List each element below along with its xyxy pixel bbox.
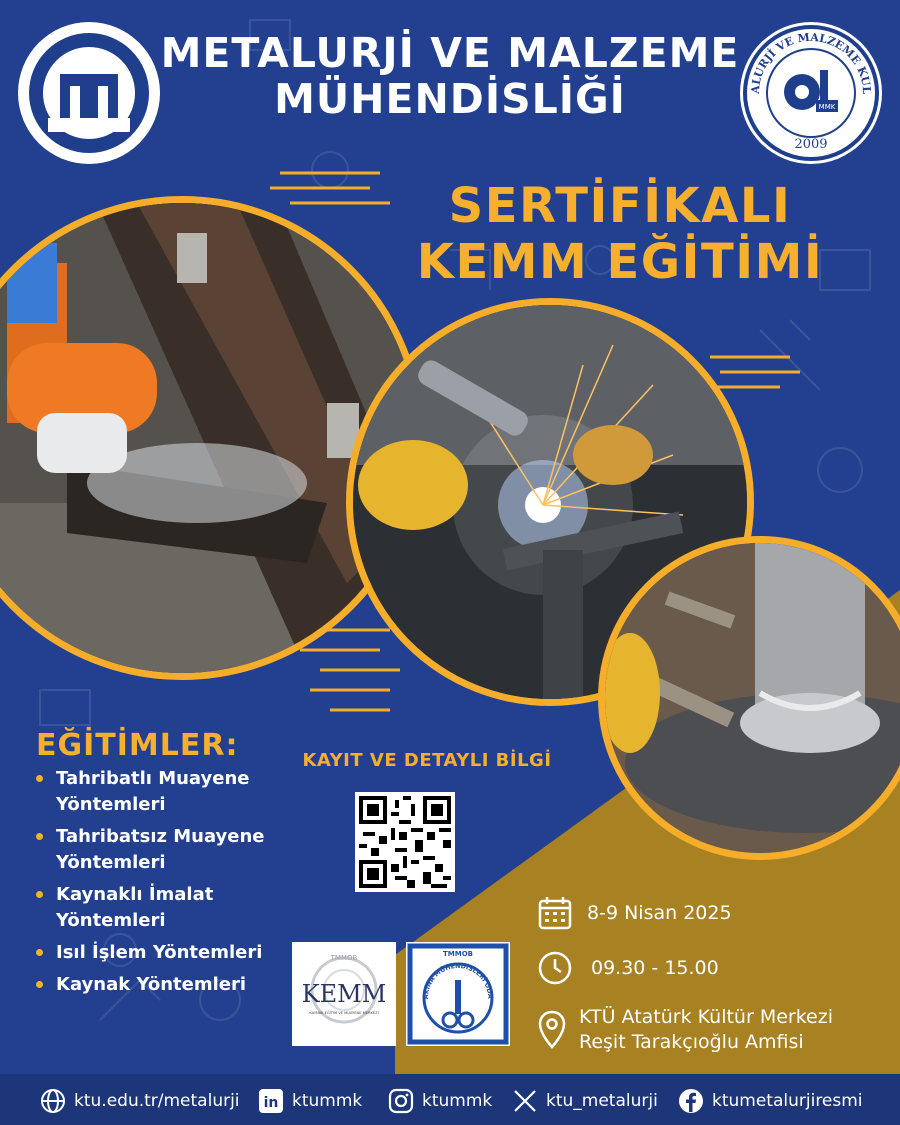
- brick-decoration: [710, 352, 800, 392]
- mmo-logo: [406, 942, 510, 1046]
- bullet-icon: [36, 775, 43, 782]
- brick-decoration: [270, 168, 390, 208]
- list-item: [36, 972, 296, 998]
- list-item-label: Kaynaklı İmalat Yöntemleri: [56, 884, 214, 931]
- event-date-text: 8-9 Nisan 2025: [587, 902, 732, 924]
- event-title: [400, 178, 840, 290]
- department-title-line1: METALURJİ VE MALZEME: [160, 29, 740, 77]
- event-date: [537, 895, 732, 931]
- trainings-list: [36, 766, 296, 1004]
- facebook-text: ktumetalurjiresmi: [712, 1091, 863, 1111]
- list-item: [36, 824, 296, 876]
- linkedin-link[interactable]: [258, 1088, 362, 1114]
- kemm-logo-main: KEMM: [301, 980, 387, 1008]
- event-time: [537, 950, 719, 986]
- website-link[interactable]: [40, 1088, 240, 1114]
- clock-icon: [537, 950, 573, 986]
- club-logo: [740, 22, 882, 164]
- event-venue-text: [579, 1005, 833, 1055]
- globe-icon: [40, 1088, 66, 1114]
- event-venue: [537, 1005, 833, 1055]
- mmo-logo-top: TMMOB: [443, 950, 473, 958]
- instagram-text: ktummk: [422, 1091, 493, 1111]
- department-title: [160, 30, 740, 122]
- registration-label: KAYIT VE DETAYLI BİLGİ: [302, 750, 552, 771]
- club-logo-abbr: MMK: [818, 103, 836, 111]
- bullet-icon: [36, 981, 43, 988]
- club-logo-year: 2009: [794, 137, 828, 152]
- list-item: [36, 882, 296, 934]
- facebook-link[interactable]: [678, 1088, 863, 1114]
- registration-qr-code[interactable]: [355, 792, 455, 892]
- kemm-logo-sub: KAYNAK EĞİTİM VE MUAYENE MERKEZİ: [309, 1011, 379, 1015]
- bullet-icon: [36, 949, 43, 956]
- website-text: ktu.edu.tr/metalurji: [74, 1091, 240, 1111]
- calendar-icon: [537, 895, 573, 931]
- trainings-heading: EĞİTİMLER:: [36, 728, 239, 763]
- instagram-icon: [388, 1088, 414, 1114]
- linkedin-text: ktummk: [292, 1091, 363, 1111]
- list-item-label: Kaynak Yöntemleri: [56, 974, 247, 995]
- venue-line1: KTÜ Atatürk Kültür Merkezi: [579, 1006, 833, 1028]
- university-logo: [18, 22, 160, 164]
- list-item-label: Tahribatlı Muayene Yöntemleri: [56, 768, 250, 815]
- event-time-text: 09.30 - 15.00: [591, 957, 719, 979]
- bullet-icon: [36, 891, 43, 898]
- list-item: [36, 940, 296, 966]
- bullet-icon: [36, 833, 43, 840]
- x-link[interactable]: [512, 1088, 658, 1114]
- kemm-logo: [292, 942, 396, 1046]
- venue-line2: Reşit Tarakçıoğlu Amfisi: [579, 1031, 804, 1053]
- x-icon: [512, 1088, 538, 1114]
- instagram-link[interactable]: [388, 1088, 492, 1114]
- svg-text:in: in: [263, 1095, 279, 1111]
- list-item: [36, 766, 296, 818]
- kemm-logo-top: TMMOB: [330, 954, 358, 962]
- list-item-label: Tahribatsız Muayene Yöntemleri: [56, 826, 265, 873]
- facebook-icon: [678, 1088, 704, 1114]
- department-title-line2: MÜHENDİSLİĞİ: [274, 75, 626, 123]
- event-title-line1: SERTİFİKALI: [448, 178, 792, 234]
- mmo-logo-ring-text: AKİNA MÜHENDİSLERİ ODA: [422, 962, 494, 1000]
- list-item-label: Isıl İşlem Yöntemleri: [56, 942, 263, 963]
- event-title-line2: KEMM EĞİTİMİ: [416, 234, 824, 290]
- location-pin-icon: [537, 1010, 567, 1050]
- x-text: ktu_metalurji: [546, 1091, 658, 1111]
- club-logo-ring-text: ALURJİ VE MALZEME KUL: [748, 30, 874, 95]
- linkedin-icon: [258, 1088, 284, 1114]
